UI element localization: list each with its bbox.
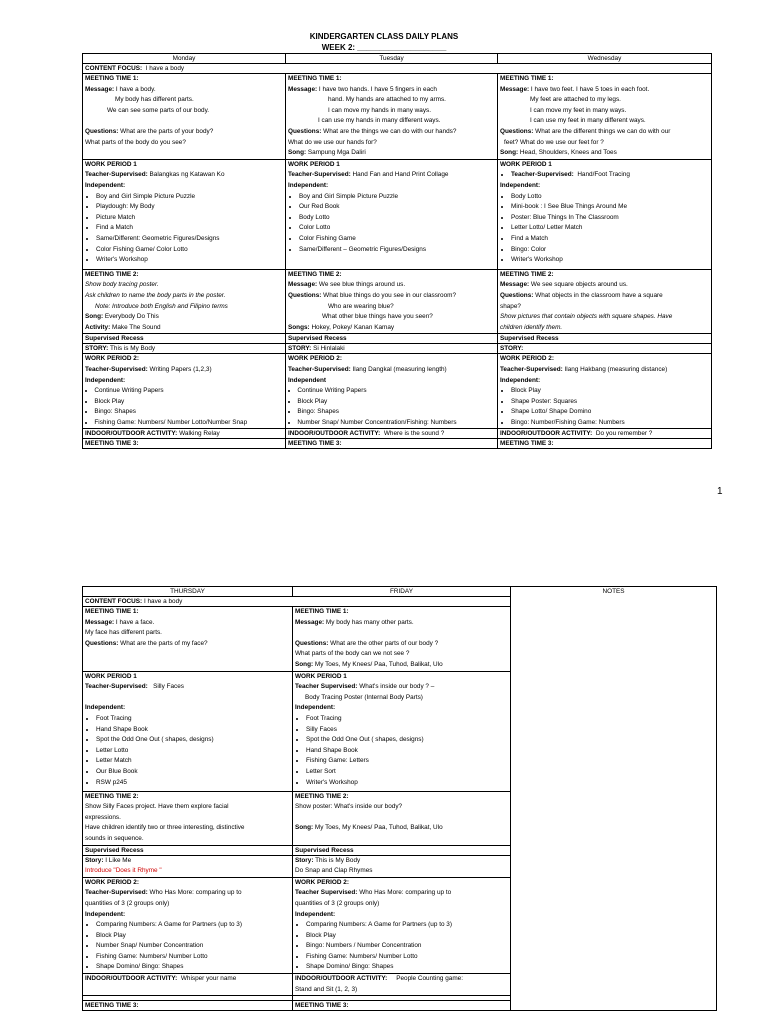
indoor-outdoor-label: INDOOR/OUTDOOR ACTIVITY: <box>500 430 593 438</box>
wednesday-work-period-1 <box>498 159 712 269</box>
activity-text: Make The Sound <box>112 323 161 331</box>
list-item: • Foot Tracing <box>306 714 508 725</box>
section-label: WORK PERIOD 1 <box>288 160 340 168</box>
message-label: Message: <box>500 281 530 289</box>
song-label: Song: <box>295 660 314 668</box>
teacher-supervised-text: Writing Papers (1,2,3) <box>149 365 212 373</box>
teacher-supervised-label: Teacher-Supervised: <box>85 683 148 691</box>
list-item: • Continue Writing Papers <box>85 386 283 397</box>
list-item: • Find a Match <box>511 234 709 245</box>
day-header-row <box>83 587 717 597</box>
list-item: • Color Fishing Game/ Color Lotto <box>96 245 283 256</box>
list-item: • Spot the Odd One Out ( shapes, designs) <box>96 735 290 746</box>
notes-header: NOTES <box>602 588 625 595</box>
day-header-wednesday: Wednesday <box>498 54 712 64</box>
questions-text: What are the parts of your body? <box>120 127 214 135</box>
teacher-supervised-label: Teacher-Supervised: <box>500 365 563 373</box>
meeting-text: Ask children to name the body parts in the poster. <box>85 291 226 299</box>
teacher-supervised-label: Teacher-Supervised: <box>85 365 148 373</box>
indoor-outdoor-text: Walking Relay <box>179 430 220 438</box>
list-item: • Poster: Blue Things In The Classroom <box>511 213 709 224</box>
monday-work-period-2 <box>83 354 286 429</box>
recess-row <box>83 334 712 344</box>
message-text: My face has different parts. <box>85 629 162 637</box>
story-text: This is My Body <box>110 345 156 353</box>
section-label: WORK PERIOD 1 <box>500 160 552 168</box>
section-label: WORK PERIOD 2: <box>85 355 139 363</box>
teacher-supervised-text: Hand/Foot Tracing <box>577 171 630 179</box>
song-label: Song: <box>500 149 519 157</box>
message-label: Message: <box>500 85 530 93</box>
section-label: MEETING TIME 2: <box>85 792 139 800</box>
section-label: WORK PERIOD 2: <box>85 878 139 886</box>
indoor-outdoor-text: Do you remember ? <box>595 430 653 438</box>
teacher-supervised-text: Who Has More: comparing up to <box>359 889 452 897</box>
meeting-text: sounds in sequence. <box>85 834 144 842</box>
monday-work-period-1 <box>83 159 286 269</box>
thursday-meeting-time-3: MEETING TIME 3: <box>83 1001 293 1011</box>
list-item: • Shape Domino/ Bingo: Shapes <box>96 962 290 973</box>
song-text: Head, Shoulders, Knees and Toes <box>519 149 617 157</box>
independent-label: Independent: <box>500 376 541 384</box>
list-item: • Bingo: Color <box>511 245 709 256</box>
song-label: Song: <box>288 149 307 157</box>
song-label: Song: <box>85 313 104 321</box>
independent-list <box>295 920 508 973</box>
list-item: • Letter Match <box>96 756 290 767</box>
story-label: Story: <box>295 856 314 864</box>
meeting-time-3-row <box>83 439 712 449</box>
plan-table-bottom <box>82 586 717 1011</box>
story-row <box>83 344 712 354</box>
song-text: My Toes, My Knees/ Paa, Tuhod, Balikat, Ulo <box>314 660 443 668</box>
questions-text: What other blue things have you seen? <box>322 313 433 321</box>
independent-label: Independent <box>288 376 326 384</box>
section-label: WORK PERIOD 2: <box>500 355 554 363</box>
section-label: MEETING TIME 1: <box>85 75 139 82</box>
work-period-1-row <box>83 159 712 269</box>
list-item: • Boy and Girl Simple Picture Puzzle <box>299 192 495 203</box>
meeting-note: children identify them. <box>500 323 563 331</box>
list-item: • Body Lotto <box>299 213 495 224</box>
story-text: I Like Me <box>105 856 132 864</box>
independent-label: Independent: <box>288 181 329 189</box>
questions-label: Questions: <box>288 127 322 135</box>
section-label: MEETING TIME 2: <box>295 792 349 800</box>
content-focus: CONTENT FOCUS: I have a body <box>83 597 511 607</box>
document-title: KINDERGARTEN CLASS DAILY PLANS <box>309 32 459 41</box>
list-item: • Number Snap/ Number Concentration <box>96 941 290 952</box>
list-item: • Bingo: Shapes <box>288 407 495 418</box>
list-item: • Block Play <box>306 931 508 942</box>
questions-label: Questions: <box>85 127 119 135</box>
tuesday-recess: Supervised Recess <box>286 334 498 344</box>
section-label: WORK PERIOD 1 <box>85 672 137 680</box>
teacher-supervised-text: Hand Fan and Hand Print Collage <box>352 171 449 179</box>
friday-work-period-2 <box>293 877 511 973</box>
message-text: I can move my feet in many ways. <box>530 106 627 114</box>
teacher-supervised-text: What's inside our body ? – <box>359 683 435 691</box>
friday-meeting-time-2 <box>293 791 511 845</box>
message-text: My feet are attached to my legs. <box>530 96 621 104</box>
list-item: • Hand Shape Book <box>306 746 508 757</box>
list-item: • Bingo: Shapes <box>85 407 283 418</box>
indoor-outdoor-row <box>83 429 712 439</box>
message-text: My body has different parts. <box>115 96 194 104</box>
activity-label: Activity: <box>85 323 111 331</box>
section-label: WORK PERIOD 2: <box>295 878 349 886</box>
day-header-tuesday: Tuesday <box>286 54 498 64</box>
story-text: Si Hinlalaki <box>313 345 345 353</box>
thursday-work-period-1 <box>83 671 293 791</box>
teacher-supervised-list <box>500 170 709 181</box>
friday-story <box>293 855 511 877</box>
message-text: We see square objects around us. <box>530 281 628 289</box>
questions-label: Questions: <box>500 291 534 299</box>
indoor-outdoor-text: People Counting game: <box>396 975 463 983</box>
teacher-supervised-label: Teacher Supervised: <box>295 889 358 897</box>
message-label: Message: <box>85 85 115 93</box>
story-text: This is My Body <box>315 856 361 864</box>
tuesday-work-period-1 <box>286 159 498 269</box>
section-label: MEETING TIME 2: <box>85 270 139 278</box>
meeting-text: Have children identify two or three interesting, distinctive <box>85 824 245 832</box>
questions-text: What are the parts of my face? <box>120 639 208 647</box>
questions-text: Who are wearing blue? <box>328 302 394 310</box>
list-item: • Mini-book : I See Blue Things Around Me <box>511 202 709 213</box>
wednesday-meeting-time-3: MEETING TIME 3: <box>498 439 712 449</box>
tuesday-meeting-time-3: MEETING TIME 3: <box>286 439 498 449</box>
list-item: • Comparing Numbers: A Game for Partners (up to 3) <box>306 920 508 931</box>
message-label: Message: <box>85 618 115 626</box>
meeting-time-2-row <box>83 269 712 334</box>
independent-list <box>85 714 290 788</box>
section-label: MEETING TIME 1: <box>295 608 349 615</box>
teacher-supervised-text: Balangkas ng Katawan Ko <box>149 171 225 179</box>
section-label: MEETING TIME 2: <box>288 270 342 278</box>
message-text: We see blue things around us. <box>318 281 406 289</box>
wednesday-meeting-time-1 <box>498 74 712 160</box>
list-item: • RSW p245 <box>96 778 290 789</box>
message-text: I can use my feet in many different ways. <box>530 117 646 125</box>
list-item <box>511 170 709 181</box>
tuesday-indoor-outdoor <box>286 429 498 439</box>
list-item: • Letter Lotto/ Letter Match <box>511 223 709 234</box>
friday-recess: Supervised Recess <box>293 845 511 855</box>
story-note: Introduce "Does it Rhyme " <box>85 867 162 875</box>
indoor-outdoor-label: INDOOR/OUTDOOR ACTIVITY: <box>85 975 178 983</box>
teacher-supervised-label: Teacher-Supervised: <box>85 889 148 897</box>
meeting-text: Show poster: What's inside our body? <box>295 803 403 811</box>
list-item: • Fishing Game: Numbers/ Number Lotto <box>306 952 508 963</box>
content-focus: CONTENT FOCUS: I have a body <box>83 64 712 74</box>
wednesday-recess: Supervised Recess <box>498 334 712 344</box>
tuesday-story <box>286 344 498 354</box>
monday-meeting-time-3: MEETING TIME 3: <box>83 439 286 449</box>
independent-label: Independent: <box>500 181 541 189</box>
song-text: Sampung Mga Daliri <box>307 149 366 157</box>
monday-meeting-time-1 <box>83 74 286 160</box>
teacher-supervised-text: Who Has More: comparing up to <box>149 889 242 897</box>
questions-text: What do we use our hands for? <box>288 138 377 146</box>
thursday-meeting-time-2 <box>83 791 293 845</box>
message-text: I can use my hands in many different ways. <box>318 117 441 125</box>
thursday-work-period-2 <box>83 877 293 973</box>
list-item: • Same/Different: Geometric Figures/Designs <box>96 234 283 245</box>
tuesday-meeting-time-2 <box>286 269 498 334</box>
message-text: My body has many other parts. <box>325 618 414 626</box>
list-item: • Body Lotto <box>511 192 709 203</box>
message-text: I have two feet. I have 5 toes in each foot. <box>530 85 650 93</box>
independent-list <box>85 386 283 428</box>
story-label: STORY: <box>288 345 312 353</box>
list-item: • Same/Different – Geometric Figures/Designs <box>299 245 495 256</box>
indoor-outdoor-label: INDOOR/OUTDOOR ACTIVITY: <box>295 975 388 983</box>
monday-indoor-outdoor <box>83 429 286 439</box>
day-header-thursday: THURSDAY <box>83 587 293 597</box>
list-item: • Comparing Numbers: A Game for Partners (up to 3) <box>96 920 290 931</box>
independent-list <box>295 714 508 788</box>
independent-list <box>288 192 495 256</box>
monday-meeting-time-2 <box>83 269 286 334</box>
friday-meeting-time-1 <box>293 607 511 672</box>
section-label: MEETING TIME 1: <box>85 608 139 615</box>
message-text: I have a face. <box>115 618 155 626</box>
independent-label: Independent: <box>85 910 126 918</box>
teacher-supervised-text: quantities of 3 (2 groups only) <box>295 899 380 907</box>
songs-label: Songs: <box>288 323 310 331</box>
questions-label: Questions: <box>288 291 322 299</box>
questions-text: What are the different things we can do with our <box>535 127 671 135</box>
meeting-note: Show pictures that contain objects with square shapes. Have <box>500 313 673 321</box>
indoor-outdoor-text: Stand and Sit (1, 2, 3) <box>295 985 358 993</box>
tuesday-meeting-time-1 <box>286 74 498 160</box>
list-item: • Our Blue Book <box>96 767 290 778</box>
independent-label: Independent: <box>295 704 336 712</box>
list-item: • Color Fishing Game <box>299 234 495 245</box>
story-label: STORY: <box>500 345 524 353</box>
friday-meeting-time-3: MEETING TIME 3: <box>293 1001 511 1011</box>
section-label: WORK PERIOD 1 <box>85 160 137 168</box>
section-label: MEETING TIME 2: <box>500 270 554 278</box>
independent-list <box>288 386 495 428</box>
list-item: • Letter Sort <box>306 767 508 778</box>
message-text: hand. My hands are attached to my arms. <box>328 96 446 104</box>
list-item: • Writer's Workshop <box>306 778 508 789</box>
tuesday-work-period-2 <box>286 354 498 429</box>
independent-label: Independent: <box>295 910 336 918</box>
monday-story <box>83 344 286 354</box>
message-text: We can see some parts of our body. <box>107 106 210 114</box>
meeting-note: Note: Introduce both English and Filipino terms <box>95 302 228 310</box>
message-text: I have two hands. I have 5 fingers in each <box>318 85 437 93</box>
list-item: • Block Play <box>96 931 290 942</box>
day-header-friday: FRIDAY <box>293 587 511 597</box>
message-text: I can move my hands in many ways. <box>328 106 432 114</box>
week-label: WEEK 2: ____________________ <box>321 43 447 52</box>
list-item: • Picture Match <box>96 213 283 224</box>
list-item: • Letter Lotto <box>96 746 290 757</box>
list-item: • Block Play <box>85 397 283 408</box>
meeting-time-1-row <box>83 74 712 160</box>
questions-label: Questions: <box>85 639 119 647</box>
message-text: I have a body. <box>115 85 156 93</box>
list-item: • Shape Poster: Squares <box>511 397 709 408</box>
indoor-outdoor-label: INDOOR/OUTDOOR ACTIVITY: <box>288 430 381 438</box>
teacher-supervised-label: Teacher-Supervised: <box>288 365 351 373</box>
teacher-supervised-text: Silly Faces <box>153 683 184 691</box>
wednesday-meeting-time-2 <box>498 269 712 334</box>
message-label: Message: <box>295 618 325 626</box>
questions-text: What objects in the classroom have a square <box>535 291 663 299</box>
teacher-supervised-text: Body Tracing Poster (Internal Body Parts) <box>305 693 423 701</box>
message-label: Message: <box>288 281 318 289</box>
list-item: • Bingo: Number/Fishing Game: Numbers <box>511 418 709 429</box>
wednesday-story <box>498 344 712 354</box>
independent-label: Independent: <box>85 376 126 384</box>
list-item: • Hand Shape Book <box>96 725 290 736</box>
section-label: WORK PERIOD 2: <box>288 355 342 363</box>
story-text: Do Snap and Clap Rhymes <box>295 867 373 875</box>
list-item: • Boy and Girl Simple Picture Puzzle <box>96 192 283 203</box>
section-label: MEETING TIME 1: <box>288 75 342 82</box>
list-item: • Continue Writing Papers <box>288 386 495 397</box>
list-item: • Silly Faces <box>306 725 508 736</box>
teacher-supervised-label: Teacher-Supervised: <box>288 171 351 179</box>
list-item: • Shape Lotto/ Shape Domino <box>511 407 709 418</box>
questions-text: feet? What do we use our feet for ? <box>504 138 604 146</box>
list-item: • Fishing Game: Numbers/ Number Lotto/Number Snap <box>85 418 283 429</box>
questions-text: What blue things do you see in our classroom? <box>323 291 457 299</box>
list-item: • Find a Match <box>96 223 283 234</box>
friday-indoor-outdoor <box>293 974 511 996</box>
questions-text: shape? <box>500 302 521 310</box>
wednesday-indoor-outdoor <box>498 429 712 439</box>
list-item: • Block Play <box>511 386 709 397</box>
indoor-outdoor-text: Whisper your name <box>180 975 237 983</box>
questions-text: What parts of the body can we not see ? <box>295 650 410 658</box>
questions-text: What are the things we can do with our hands? <box>323 127 457 135</box>
list-item: • Number Snap/ Number Concentration/Fishing: Numbers <box>288 418 495 429</box>
teacher-supervised-label: Teacher-Supervised: <box>85 171 148 179</box>
indoor-outdoor-text: Where is the sound ? <box>383 430 445 438</box>
list-item: • Playdough: My Body <box>96 202 283 213</box>
song-text: Everybody Do This <box>104 313 159 321</box>
meeting-text: Show body tracing poster. <box>85 281 159 289</box>
content-focus-value: I have a body <box>143 598 183 605</box>
list-item: • Fishing Game: Numbers/ Number Lotto <box>96 952 290 963</box>
song-label: Song: <box>295 824 314 832</box>
monday-recess: Supervised Recess <box>83 334 286 344</box>
list-item: • Color Lotto <box>299 223 495 234</box>
teacher-supervised-label: Teacher-Supervised: <box>511 171 574 179</box>
independent-list <box>500 386 709 428</box>
friday-work-period-1 <box>293 671 511 791</box>
story-label: Story: <box>85 856 104 864</box>
independent-label: Independent: <box>85 704 126 712</box>
work-period-2-row <box>83 354 712 429</box>
independent-label: Independent: <box>85 181 126 189</box>
meeting-text: Show Silly Faces project. Have them explore facial <box>85 803 229 811</box>
questions-label: Questions: <box>295 639 329 647</box>
list-item: • Our Red Book <box>299 202 495 213</box>
wednesday-work-period-2 <box>498 354 712 429</box>
songs-text: Hokey, Pokey/ Kanan Kamay <box>311 323 395 331</box>
content-focus-row <box>83 64 712 74</box>
section-label: MEETING TIME 1: <box>500 75 554 82</box>
song-text: My Toes, My Knees/ Paa, Tuhod, Balikat, Ulo <box>314 824 443 832</box>
day-header-row <box>83 54 712 64</box>
list-item: • Foot Tracing <box>96 714 290 725</box>
list-item: • Writer's Workshop <box>96 255 283 266</box>
thursday-indoor-outdoor <box>83 974 293 996</box>
teacher-supervised-text: Ilang Hakbang (measuring distance) <box>564 365 668 373</box>
notes-column <box>511 587 717 1011</box>
list-item: • Block Play <box>288 397 495 408</box>
message-label: Message: <box>288 85 318 93</box>
list-item: • Shape Domino/ Bingo: Shapes <box>306 962 508 973</box>
independent-list <box>500 192 709 266</box>
list-item: • Bingo: Numbers / Number Concentration <box>306 941 508 952</box>
section-label: WORK PERIOD 1 <box>295 672 347 680</box>
teacher-supervised-text: quantities of 3 (2 groups only) <box>85 899 170 907</box>
content-focus-value: I have a body <box>145 65 185 72</box>
day-header-monday: Monday <box>83 54 286 64</box>
thursday-story <box>83 855 293 877</box>
questions-text: What are the other parts of our body ? <box>330 639 439 647</box>
questions-text: What parts of the body do you see? <box>85 138 186 146</box>
thursday-meeting-time-1 <box>83 607 293 672</box>
independent-list <box>85 192 283 266</box>
list-item: • Fishing Game: Letters <box>306 756 508 767</box>
list-item: • Writer's Workshop <box>511 255 709 266</box>
meeting-text: expressions. <box>85 813 121 821</box>
thursday-recess: Supervised Recess <box>83 845 293 855</box>
list-item: • Spot the Odd One Out ( shapes, designs) <box>306 735 508 746</box>
story-label: STORY: <box>85 345 109 353</box>
teacher-supervised-text: Ilang Dangkal (measuring length) <box>352 365 447 373</box>
questions-label: Questions: <box>500 127 534 135</box>
independent-list <box>85 920 290 973</box>
plan-table-top <box>82 53 712 449</box>
page-number: 1 <box>717 486 723 497</box>
teacher-supervised-label: Teacher Supervised: <box>295 683 358 691</box>
indoor-outdoor-label: INDOOR/OUTDOOR ACTIVITY: <box>85 430 178 438</box>
